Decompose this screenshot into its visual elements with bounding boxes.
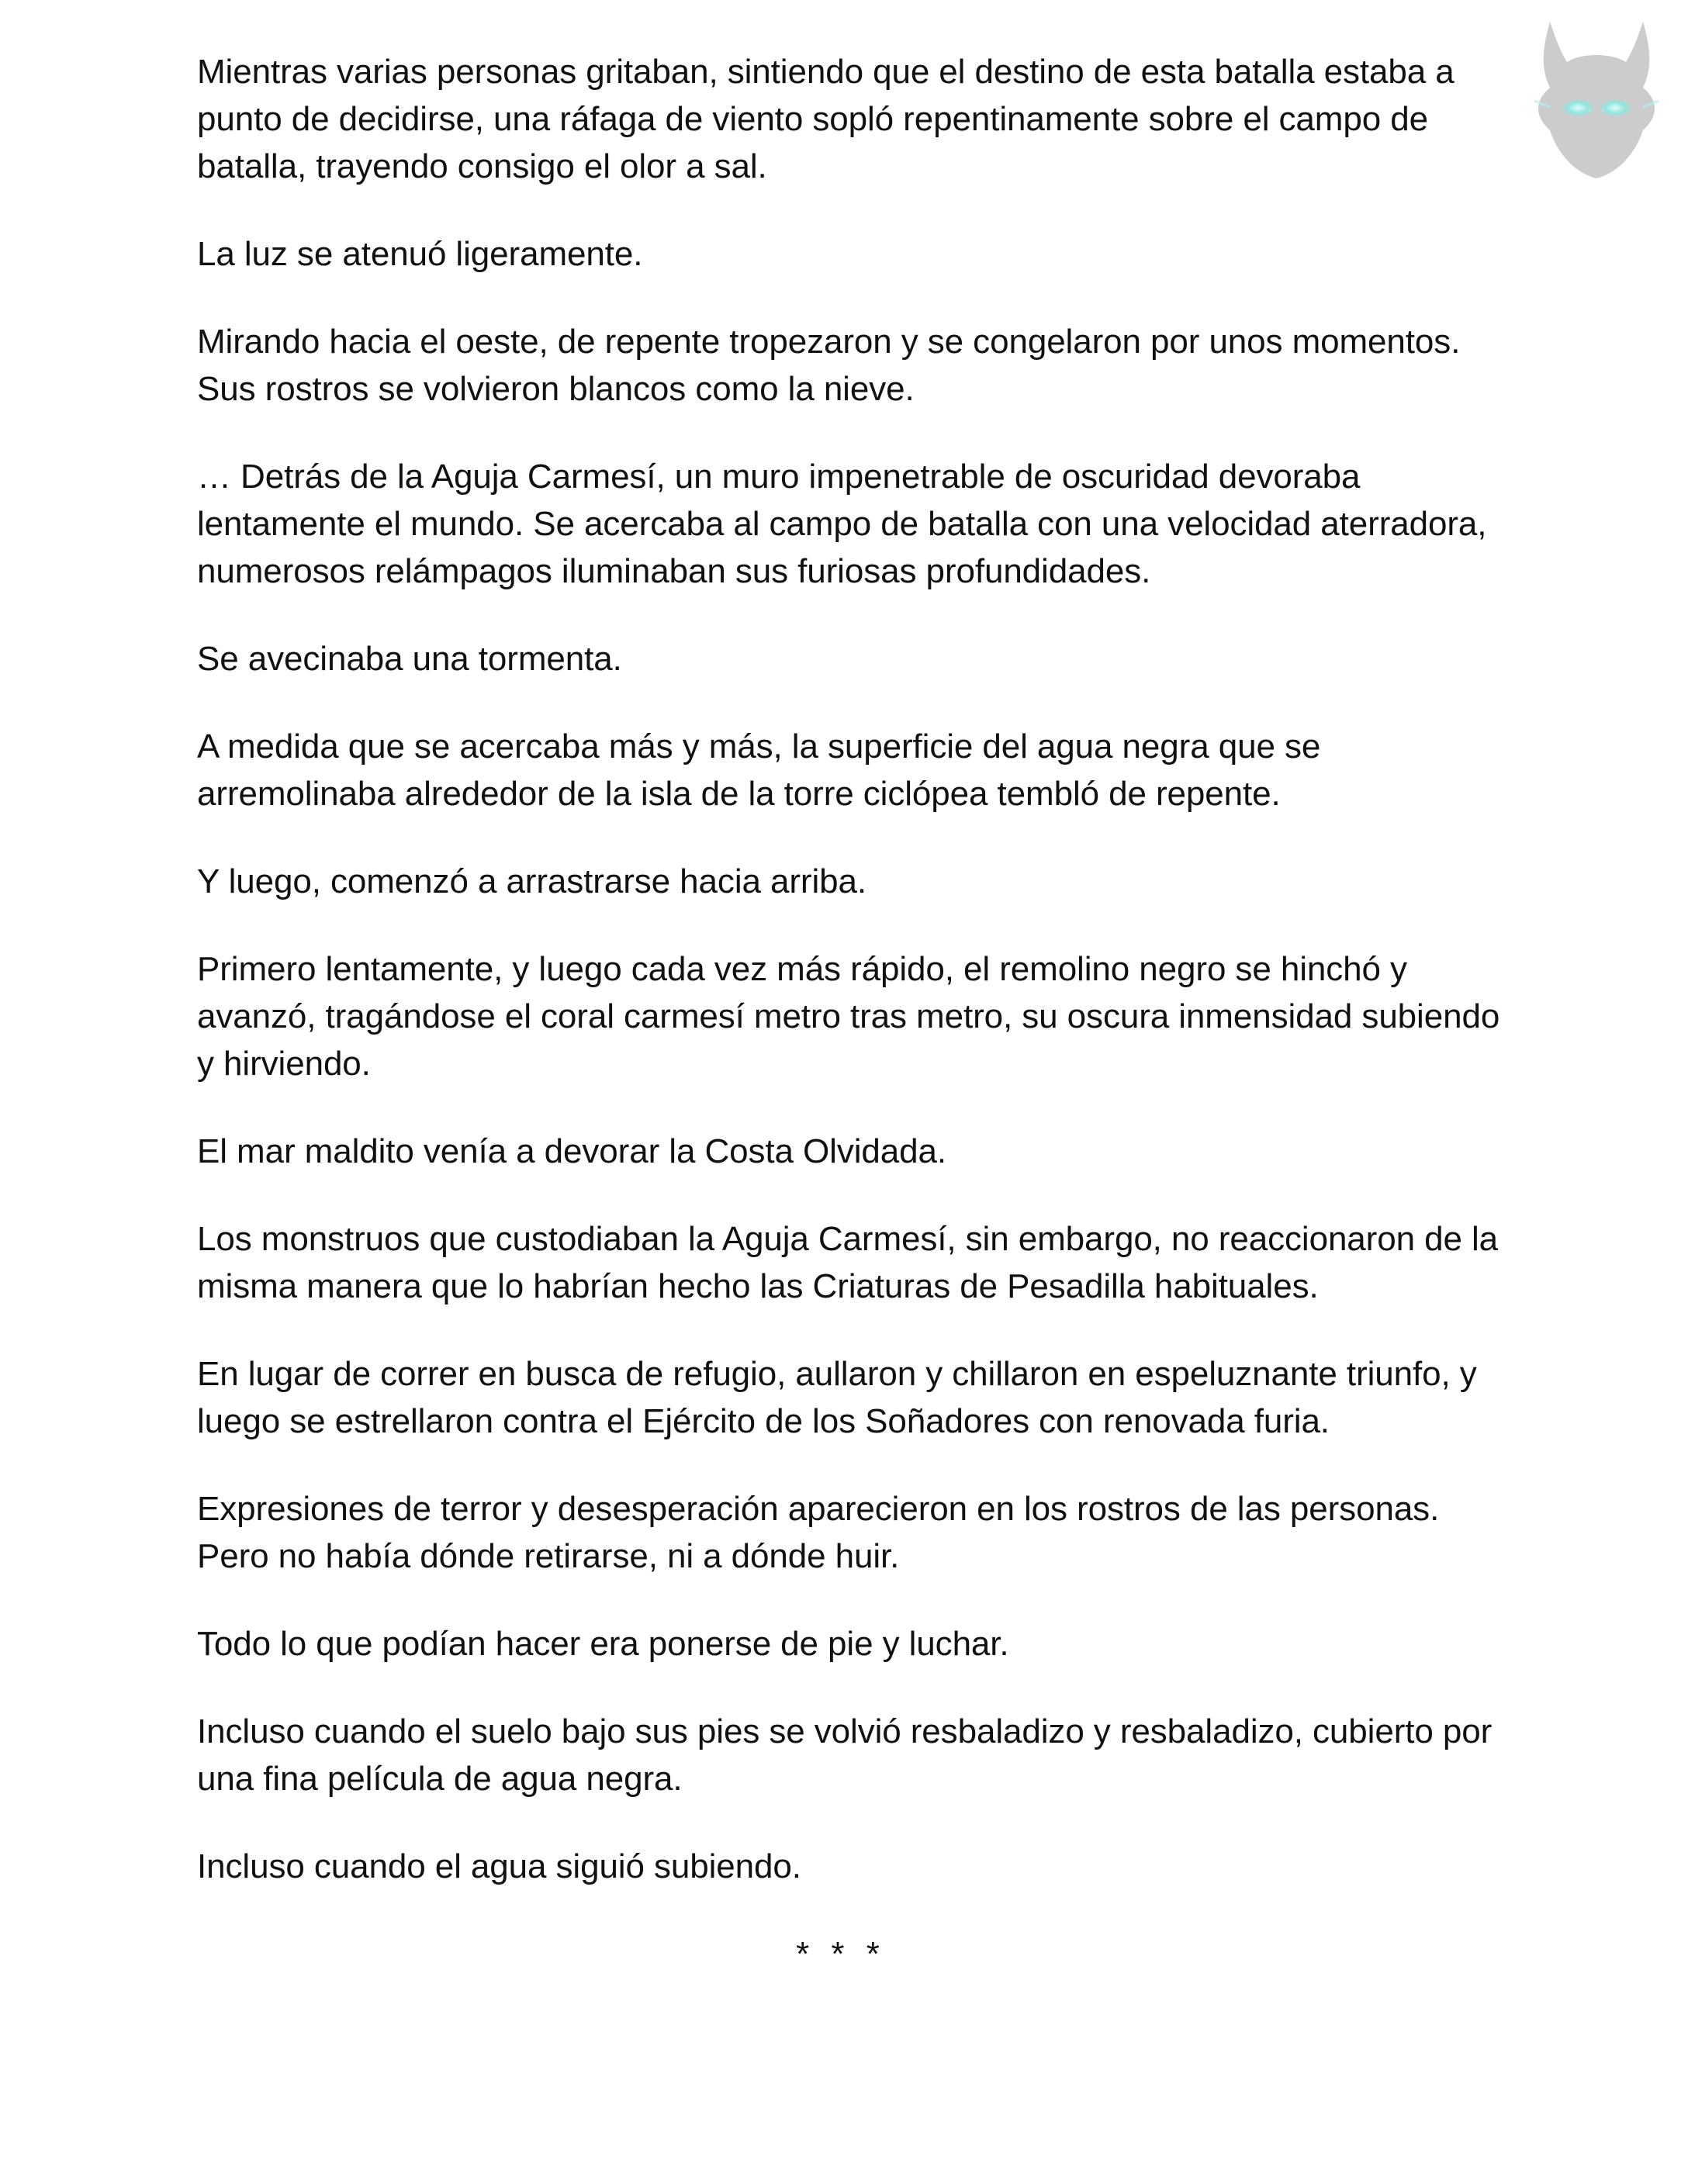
paragraph: Primero lentamente, y luego cada vez más rápido, el remolino negro se hinchó y avanzó, tragándose el coral carmesí metro tras metro, su oscura inmensidad subiendo y hirviendo. [197, 950, 1500, 1083]
paragraph: Los monstruos que custodiaban la Aguja Carmesí, sin embargo, no reaccionaron de la misma manera que lo habrían hecho las Criaturas de Pesadilla habituales. [197, 1220, 1499, 1305]
paragraph: … Detrás de la Aguja Carmesí, un muro impenetrable de oscuridad devoraba lentamente el mundo. Se acercaba al campo de batalla con una velocidad aterradora, numerosos relámpagos iluminaban sus furiosas profundidades. [197, 458, 1487, 590]
paragraph: La luz se atenuó ligeramente. [197, 235, 643, 273]
document-body [197, 48, 1516, 1978]
paragraph: Mirando hacia el oeste, de repente tropezaron y se congelaron por unos momentos. Sus rostros se volvieron blancos como la nieve. [197, 323, 1461, 408]
paragraph: Incluso cuando el agua siguió subiendo. [197, 1847, 801, 1885]
paragraph: Expresiones de terror y desesperación aparecieron en los rostros de las personas. Pero no había dónde retirarse, ni a dónde huir. [197, 1490, 1440, 1575]
paragraph: Incluso cuando el suelo bajo sus pies se volvió resbaladizo y resbaladizo, cubierto por una fina película de agua negra. [197, 1712, 1493, 1798]
paragraph: Todo lo que podían hacer era ponerse de pie y luchar. [197, 1625, 1009, 1663]
paragraph: En lugar de correr en busca de refugio, aullaron y chillaron en espeluznante triunfo, y luego se estrellaron contra el Ejército de los Soñadores con renovada furia. [197, 1355, 1477, 1440]
paragraph: A medida que se acercaba más y más, la superficie del agua negra que se arremolinaba alrededor de la isla de la torre ciclópea tembló de repente. [197, 727, 1321, 813]
section-break: * * * [796, 1935, 886, 1973]
paragraph: El mar maldito venía a devorar la Costa Olvidada. [197, 1132, 947, 1170]
paragraph: Mientras varias personas gritaban, sintiendo que el destino de esta batalla estaba a punto de decidirse, una ráfaga de viento sopló repentinamente sobre el campo de batalla, trayendo consigo el olor a sal. [197, 53, 1455, 185]
demon-head-icon [1527, 14, 1666, 185]
paragraph: Se avecinaba una tormenta. [197, 640, 622, 678]
paragraph: Y luego, comenzó a arrastrarse hacia arriba. [197, 862, 867, 900]
